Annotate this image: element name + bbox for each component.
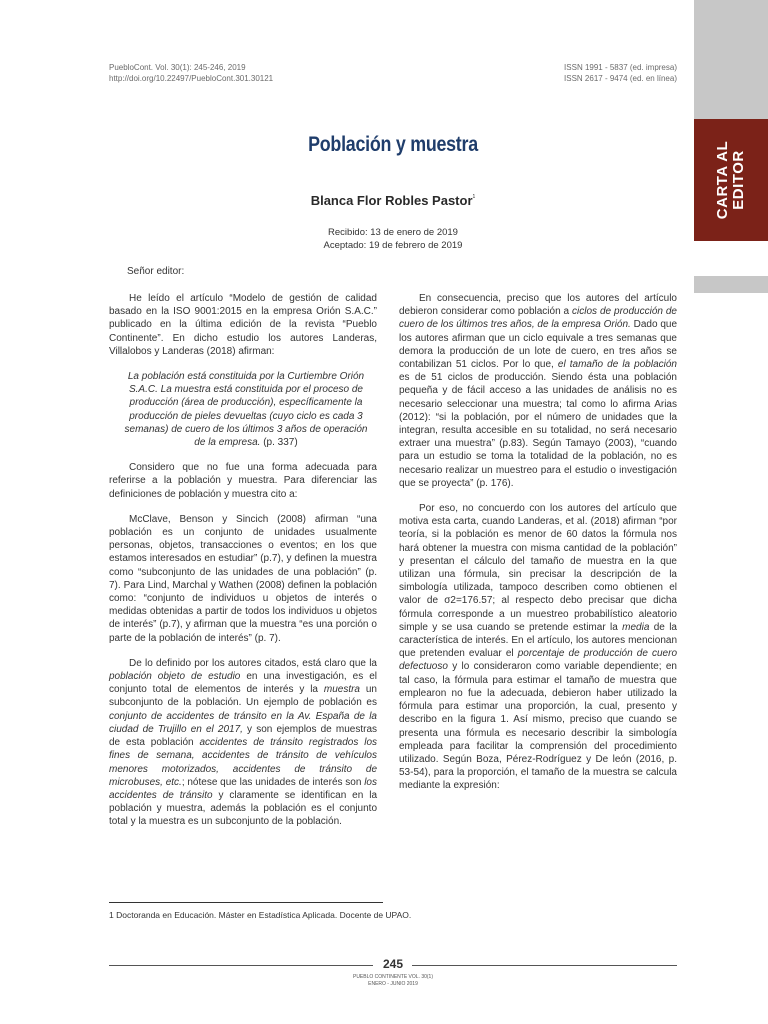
paragraph [109,657,377,829]
side-tab-grey-bottom [694,276,768,293]
journal-citation [109,62,273,84]
text-run-italic: muestra [323,684,360,696]
left-column [109,292,377,841]
text-run: de la característica de interés. En el artículo, los autores mencionan que pretenden evaluar el [399,621,677,660]
issn-print: ISSN 1991 - 5837 (ed. impresa) [564,63,677,72]
text-run-italic: conjunto de accidentes de tránsito en la Av. España de la ciudad de Trujillo en el 2017, [109,710,377,735]
text-run-italic: el tamaño de la población [557,359,677,371]
author-footnote-mark[interactable]: 1 [472,194,476,200]
article-dates [0,226,768,252]
author-name: Blanca Flor Robles Pastor [310,193,473,208]
accepted-date: Aceptado: 19 de febrero de 2019 [323,240,463,251]
right-column [399,292,677,805]
block-quote [109,370,377,449]
paragraph: He leído el artículo “Modelo de gestión de calidad basado en la ISO 9001:2015 en la empresa Orión S.A.C.” publicado en la última edición de la revista “Pueblo Continente”. En dicho estudio los autores Landeras, Villalobos y Landeras (2018) afirman: [109,293,377,357]
text-run: es de 51 ciclos de producción. Siendo ésta una población pequeña y de fácil acceso a las unidades de análisis no es necesario seleccionar una muestra; tal como lo afirma Arias (2012): “si la población, por el número de unidades que la integran, resulta accesible en su totalidad, no será necesario extraer una muestra” (p.83). Según Tamayo (2003), “cuando para un estudio se toma la totalidad de la población, no es necesario realizar un muestreo para el estudio o investigación que se proyecta” (p. 176). [399,372,677,489]
side-tab-line1: CARTA AL [714,140,731,220]
footnote: 1 Doctoranda en Educación. Máster en Estadística Aplicada. Docente de UPAO. [109,910,412,920]
text-run-italic: ciclos de producción de cuero de los últimos tres años, de la empresa Orión. [399,306,677,331]
quote-reference: (p. 337) [260,437,298,449]
text-run-italic: media [622,621,650,633]
side-tab-grey-top [694,0,768,119]
doi-link[interactable]: http://doi.org/10.22497/PuebloCont.301.30121 [109,74,274,83]
text-run-italic: accidentes de tránsito registrados los fines de semana, accidentes de tránsito de vehículos menores motorizados, accidentes de tránsito de microbuses, etc. [109,737,378,788]
article-author [0,193,768,208]
text-run-italic: los accidentes de tránsito [109,776,377,801]
text-run: en una investigación, es el conjunto total de elementos de interés y la [109,671,378,696]
journal-footer-period: ENERO - JUNIO 2019 [368,980,418,987]
text-run: y claramente se identifican en la población y muestra, además la población es el conjunto total y la muestra es un subconjunto de la población. [109,789,378,828]
paragraph: Considero que no fue una forma adecuada para referirse a la población y muestra. Para diferenciar las definiciones de población y muestra cito a: [109,462,377,500]
issn-block [564,62,677,84]
text-run: y lo consideraron como variable dependiente; en tal caso, la fórmula para estimar el tamaño de muestra que emplearon no fue la adecuada, debieron haber utilizado la fórmula para estimar una proporción, la cual, presento y describo en la figura 1. Así mismo, preciso que cuando se presenta una fórmula es necesario describir la simbología empleada para facilitar la comprensión del procedimiento utilizado. Según Boza, Pérez-Rodríguez y De león (2016, p. 53-54), para la proporción, el tamaño de la muestra se calcula mediante la expresión: [399,661,677,792]
text-run: Dado que los autores afirman que un ciclo equivale a tres semanas que demora la producción de un lote de cuero, en tres años se contabilizan 51 ciclos. Por lo que, [399,319,678,371]
text-run: un subconjunto de la población. Un ejemplo de población es [109,684,377,709]
text-run: En consecuencia, preciso que los autores del artículo debieron considerar como población a [399,293,677,318]
text-run: ; nótese que las unidades de interés son [181,776,365,788]
footer-rule-right [412,965,677,966]
paragraph: McClave, Benson y Sincich (2008) afirman “una población es un conjunto de unidades usualmente personas, objetos, transacciones o eventos; en los que estamos interesados en estudiar” (p.7), y definen la muestra como “subconjunto de las unidades de una población” (p. 7). Para Lind, Marchal y Wathen (2008) definen la población como: “conjunto de individuos u objetos de interés o medidas obtenidas a partir de todos los individuos u objetos de interés” (p.7), y afirman que la muestra “es una porción o parte de la población de interés” (p. 7). [109,513,377,644]
text-run-italic: población objeto de estudio [109,671,241,683]
journal-footer [0,974,768,987]
article-title: Población y muestra [308,133,478,156]
issn-online: ISSN 2617 - 9474 (ed. en línea) [564,74,677,83]
journal-footer-volume: PUEBLO CONTINENTE VOL. 30(1) [352,974,434,980]
paragraph [399,502,677,792]
text-run-italic: porcentaje de producción de cuero defectuoso [399,648,678,673]
text-run: De lo definido por los autores citados, está claro que la [129,657,377,669]
citation-volume: PuebloCont. Vol. 30(1): 245-246, 2019 [109,63,246,72]
footnote-divider [109,902,383,903]
page-number: 245 [382,957,404,971]
text-run: y son ejemplos de muestras de esta población [109,723,377,749]
quote-text: La población está constituida por la Curtiembre Orión S.A.C. La muestra está constituida por el proceso de producción (área de producción), específicamente la producción de pieles devueltas (cuyo ciclo es cada 3 semanas) de cuero de los últimos 3 años de operación de la empresa. [124,371,368,449]
paragraph [399,292,677,490]
text-run: Por eso, no concuerdo con los autores del artículo que motiva esta carta, cuando Landeras, et al. (2018) afirman “por teoría, si la población es menor de 60 datos la fórmula nos hará obtener la muestra con misma cantidad de la población” y presentan el cálculo del tamaño de muestra en la que utilizan una fórmula, sin precisar la descripción de la simbología utilizada, tampoco describen como obtienen el valor de σ2=176.57; al respecto debo precisar que dicha fórmula corresponde a un muestreo probabilístico aleatorio simple y se usa cuando se pretende estimar la [399,503,677,633]
salutation: Señor editor: [127,266,185,277]
received-date: Recibido: 13 de enero de 2019 [328,227,458,238]
side-tab-line2: EDITOR [730,150,747,210]
